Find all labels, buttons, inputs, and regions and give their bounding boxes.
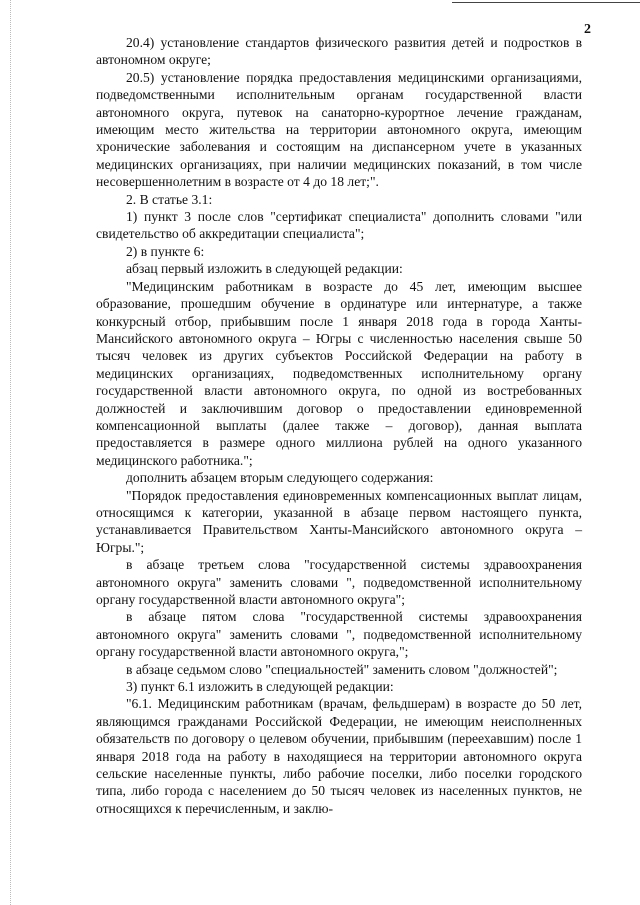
paragraph-quote-medical-workers: "Медицинским работникам в возрасте до 45 лет, имеющим высшее образование, прошедшим обучение в ординатуре или интернатуре, а также конкурсный отбор, прибывшим после 1 января 2018 года в города Ханты-Мансийского автономного округа – Югры с численностью населения свыше 50 тысяч человек из других субъектов Российской Федерации на работу в медицинских организациях, подведомственных исполнительному органу государственной власти автономного округа, по одной из востребованных должностей и заключившим договор о предоставлении единовременной компенсационной выплаты (далее также – договор), данная выплата предоставляется в размере одного миллиона рублей на одного указанного медицинского работника."; — [96, 278, 582, 468]
top-border-line — [452, 2, 640, 3]
paragraph-20-5: 20.5) установление порядка предоставления медицинскими организациями, подведомственными исполнительным органам государственной власти автономного округа, путевок на санаторно-курортное лечение гражданам, имеющим место жительства на территории автономного округа, имеющим хронические заболевания и состоящим на диспансерном учете в указанных медицинских организациях, при наличии медицинских показаний, в том числе несовершеннолетним в возрасте от 4 до 18 лет;". — [96, 69, 582, 190]
paragraph-article-3-1: 2. В статье 3.1: — [126, 191, 213, 207]
paragraph-third-abzac: в абзаце третьем слова "государственной системы здравоохранения автономного округа" заменить словами ", подведомственной исполнительному органу государственной власти автономного округа"; — [96, 557, 582, 607]
paragraph-fifth-abzac: в абзаце пятом слова "государственной системы здравоохранения автономного округа" заменить словами ", подведомственной исполнительному органу государственной власти автономного округа,"; — [96, 609, 582, 660]
paragraph-item-1: 1) пункт 3 после слов "сертификат специалиста" дополнить словами "или свидетельство об аккредитации специалиста"; — [96, 209, 582, 242]
document-body — [96, 34, 582, 817]
paragraph-item-2: 2) в пункте 6: — [126, 243, 205, 259]
paragraph-add-second-abzac: дополнить абзацем вторым следующего содержания: — [126, 470, 434, 486]
paragraph-quote-procedure: "Порядок предоставления единовременных компенсационных выплат лицам, относящимся к категории, указанной в абзаце первом настоящего пункта, устанавливается Правительством Ханты-Мансийского автономного округа – Югры."; — [96, 487, 582, 555]
paragraph-seventh-abzac: в абзаце седьмом слово "специальностей" заменить словом "должностей"; — [126, 661, 558, 677]
paragraph-item-3: 3) пункт 6.1 изложить в следующей редакции: — [126, 679, 394, 695]
page-number: 2 — [584, 22, 591, 37]
paragraph-first-abzac: абзац первый изложить в следующей редакции: — [126, 261, 403, 277]
paragraph-20-4: 20.4) установление стандартов физического развития детей и подростков в автономном округе; — [96, 35, 582, 68]
paragraph-quote-6-1: "6.1. Медицинским работникам (врачам, фельдшерам) в возрасте до 50 лет, являющимся гражданами Российской Федерации, не имеющим неисполненных обязательств по договору о целевом обучении, прибывшим (переехавшим) после 1 января 2018 года на работу в находящиеся на территории автономного округа сельские населенные пункты, либо рабочие поселки, либо поселки городского типа, либо города с населением до 50 тысяч человек из населенных пунктов, не относящихся к перечисленным, и заклю- — [96, 696, 582, 816]
left-margin-rule — [10, 0, 11, 905]
